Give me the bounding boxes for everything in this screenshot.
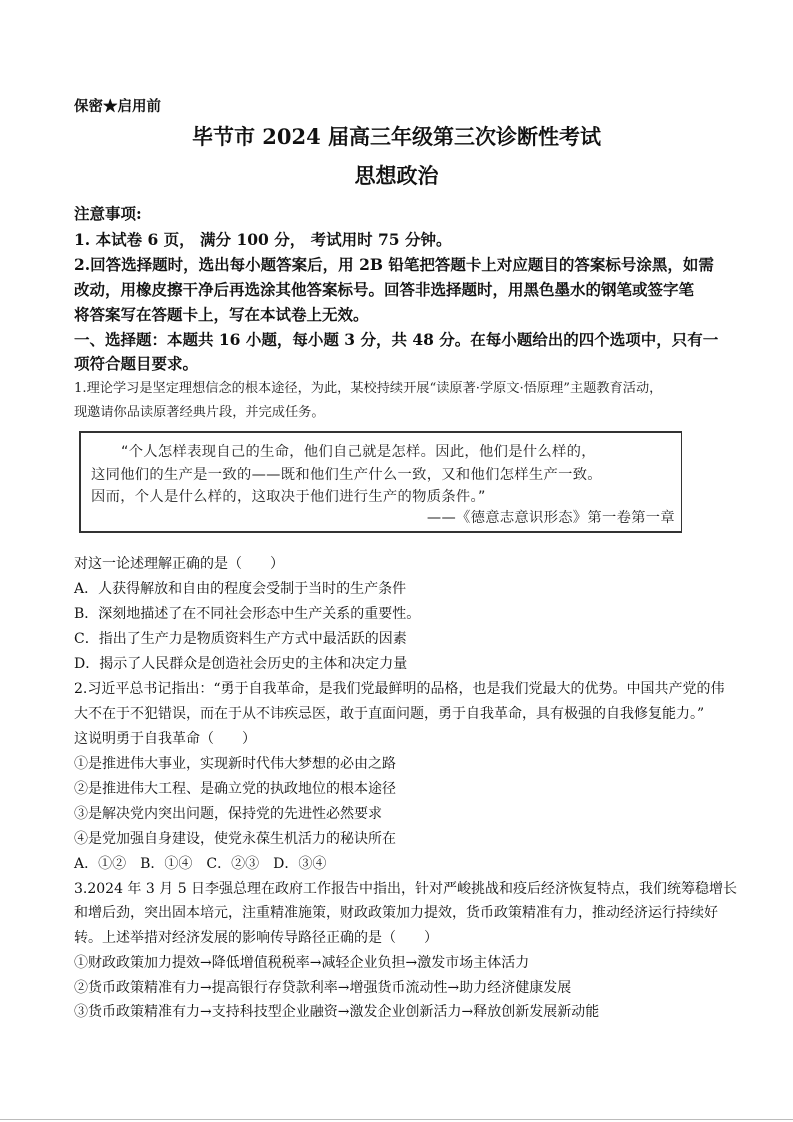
notice-item-2-line: 2.回答选择题时，选出每小题答案后，用 2B 铅笔把答题卡上对应题目的答案标号涂黑，如需 bbox=[74, 255, 714, 274]
q2-statement: ①是推进伟大事业，实现新时代伟大梦想的必由之路 bbox=[74, 756, 396, 772]
q1-stem: 现邀请你品读原著经典片段，并完成任务。 bbox=[74, 405, 325, 420]
notice-item-2-line: 改动，用橡皮擦干净后再选涂其他答案标号。回答非选择题时，用黑色墨水的钢笔或签字笔 bbox=[74, 280, 695, 299]
q2-statement: ④是党加强自身建设，使党永葆生机活力的秘诀所在 bbox=[74, 831, 396, 847]
q2-stem: 大不在于不犯错误，而在于从不讳疾忌医，敢于直面问题，勇于自我革命，具有极强的自我修复能力。” bbox=[74, 706, 705, 722]
section-heading: 项符合题目要求。 bbox=[74, 354, 199, 373]
quote-box bbox=[79, 431, 682, 533]
notice-item-1: 1. 本试卷 6 页， 满分 100 分， 考试用时 75 分钟。 bbox=[74, 230, 452, 249]
q3-statement: ②货币政策精准有力→提高银行存贷款利率→增强货币流动性→助力经济健康发展 bbox=[74, 980, 572, 996]
quote-line: 因而，个人是什么样的，这取决于他们进行生产的物质条件。” bbox=[91, 489, 486, 505]
notice-item-2-line: 将答案写在答题卡上，写在本试卷上无效。 bbox=[74, 305, 369, 324]
quote-line: 这同他们的生产是一致的——既和他们生产什么一致，又和他们怎样生产一致。 bbox=[91, 467, 602, 483]
q3-stem: 和增后劲，突出固本培元，注重精准施策，财政政策加力提效，货币政策精准有力，推动经济运行持续好 bbox=[74, 905, 718, 921]
q3-stem: 3.2024 年 3 月 5 日李强总理在政府工作报告中指出，针对严峻挑战和疫后经济恢复特点，我们统筹稳增长 bbox=[74, 881, 738, 897]
quote-source: ——《德意志意识形态》第一卷第一章 bbox=[426, 510, 675, 526]
q1-question: 对这一论述理解正确的是（ ） bbox=[74, 556, 284, 572]
q3-statement: ①财政政策加力提效→降低增值税税率→减轻企业负担→激发市场主体活力 bbox=[74, 955, 530, 971]
q1-option-a: A．人获得解放和自由的程度会受制于当时的生产条件 bbox=[74, 581, 407, 597]
q2-stem: 2.习近平总书记指出：“勇于自我革命，是我们党最鲜明的品格，也是我们党最大的优势。中国共产党的伟 bbox=[74, 681, 725, 697]
q2-choices: A．①② B．①④ C．②③ D．③④ bbox=[74, 856, 327, 872]
q1-option-b: B．深刻地描述了在不同社会形态中生产关系的重要性。 bbox=[74, 606, 421, 622]
subject-title: 思想政治 bbox=[354, 163, 439, 188]
notice-heading: 注意事项: bbox=[74, 204, 142, 223]
q1-option-c: C．指出了生产力是物质资料生产方式中最活跃的因素 bbox=[74, 631, 407, 647]
section-heading: 一、选择题：本题共 16 小题，每小题 3 分，共 48 分。在每小题给出的四个选项中，只有一 bbox=[74, 330, 719, 349]
quote-line: “个人怎样表现自己的生命，他们自己就是怎样。因此，他们是什么样的， bbox=[121, 444, 596, 460]
q2-stem: 这说明勇于自我革命（ ） bbox=[74, 731, 256, 747]
q3-stem: 转。上述举措对经济发展的影响传导路径正确的是（ ） bbox=[74, 930, 438, 946]
q1-option-d: D．揭示了人民群众是创造社会历史的主体和决定力量 bbox=[74, 656, 408, 672]
q2-statement: ③是解决党内突出问题，保持党的先进性必然要求 bbox=[74, 806, 382, 822]
q1-stem: 1.理论学习是坚定理想信念的根本途径，为此，某校持续开展“读原著·学原文·悟原理”主题教育活动， bbox=[74, 381, 663, 396]
exam-title: 毕节市 2024 届高三年级第三次诊断性考试 bbox=[191, 124, 602, 149]
confidential-label: 保密★启用前 bbox=[74, 98, 161, 115]
q3-statement: ③货币政策精准有力→支持科技型企业融资→激发企业创新活力→释放创新发展新动能 bbox=[74, 1004, 600, 1020]
q2-statement: ②是推进伟大工程、是确立党的执政地位的根本途径 bbox=[74, 781, 396, 797]
page-bottom-rule bbox=[0, 1119, 793, 1120]
